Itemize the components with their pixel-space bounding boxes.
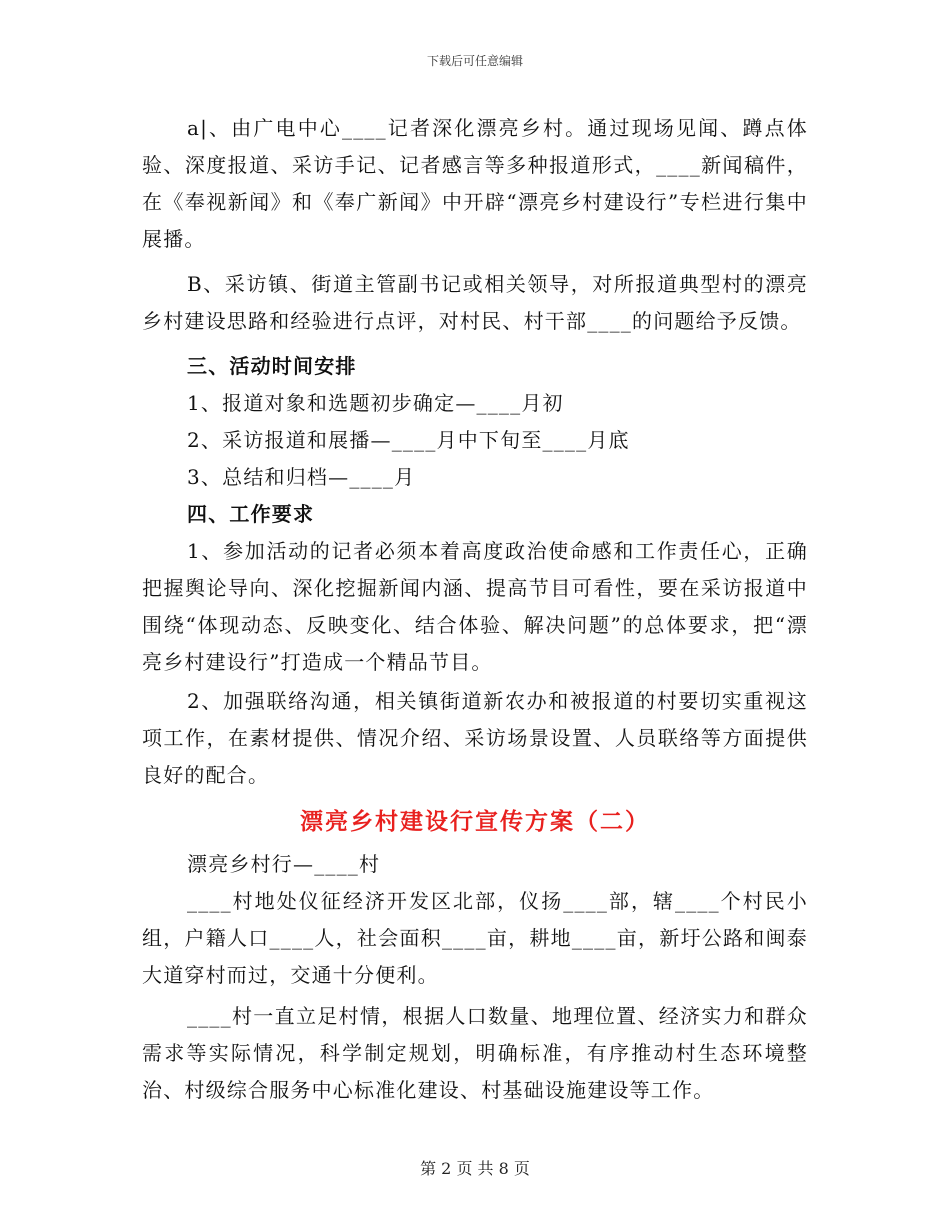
requirement-2: 2、加强联络沟通，相关镇街道新农办和被报道的村要切实重视这项工作，在素材提供、情况介绍、采访场景设置、人员联络等方面提供良好的配合。	[142, 689, 808, 787]
page-footer: 第 2 页 共 8 页	[420, 1159, 530, 1178]
heading-requirements: 四、工作要求	[187, 502, 315, 526]
document-body	[142, 110, 808, 1109]
village-work-paragraph: ____村一直立足村情，根据人口数量、地理位置、经济实力和群众需求等实际情况，科学制定规划，明确标准，有序推动村生态环境整治、村级综合服务中心标准化建设、村基础设施建设等工作。	[142, 1004, 808, 1102]
page-header: 下载后可任意编辑	[426, 54, 523, 68]
section-title: 漂亮乡村建设行宣传方案（二）	[300, 808, 650, 835]
village-title-line: 漂亮乡村行—____村	[187, 852, 381, 876]
schedule-item-1: 1、报道对象和选题初步确定—____月初	[187, 391, 564, 415]
schedule-item-2: 2、采访报道和展播—____月中下旬至____月底	[187, 428, 630, 452]
paragraph-a: a|、由广电中心____记者深化漂亮乡村。通过现场见闻、蹲点体验、深度报道、采访手记、记者感言等多种报道形式，____新闻稿件，在《奉视新闻》和《奉广新闻》中开辟“漂亮乡村建设行”专栏进行集中展播。	[142, 116, 808, 251]
village-intro-paragraph: ____村地处仪征经济开发区北部，仪扬____部，辖____个村民小组，户籍人口____人，社会面积____亩，耕地____亩，新圩公路和闽泰大道穿村而过，交通十分便利。	[142, 889, 808, 987]
schedule-item-3: 3、总结和归档—____月	[187, 465, 416, 489]
requirement-1: 1、参加活动的记者必须本着高度政治使命感和工作责任心，正确把握舆论导向、深化挖掘新闻内涵、提高节目可看性，要在采访报道中围绕“体现动态、反映变化、结合体验、解决问题”的总体要求，把“漂亮乡村建设行”打造成一个精品节目。	[142, 539, 808, 674]
heading-schedule: 三、活动时间安排	[187, 354, 357, 378]
paragraph-b: B、采访镇、街道主管副书记或相关领导，对所报道典型村的漂亮乡村建设思路和经验进行点评，对村民、村干部____的问题给予反馈。	[142, 272, 808, 333]
